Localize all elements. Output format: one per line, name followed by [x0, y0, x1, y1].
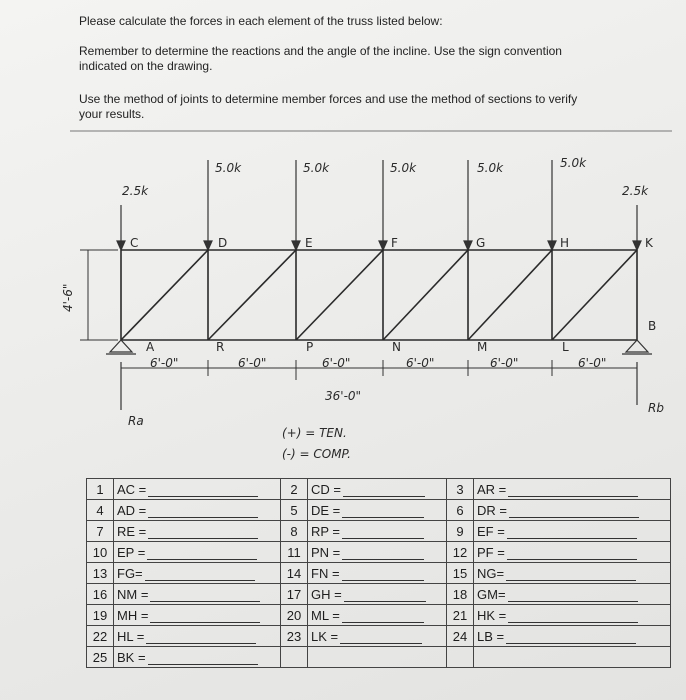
load-label-h: 5.0k [560, 156, 587, 170]
member-number: 2 [281, 479, 308, 500]
answer-blank[interactable] [342, 526, 424, 539]
member-number: 12 [447, 542, 474, 563]
member-entry [308, 542, 447, 563]
answer-blank[interactable] [146, 631, 256, 644]
member-label: FN = [311, 565, 340, 581]
table-row [87, 479, 671, 500]
member-force-table [86, 478, 671, 668]
load-label-g: 5.0k [477, 161, 504, 175]
member-label: BK = [117, 649, 146, 665]
member-entry [474, 479, 671, 500]
answer-blank[interactable] [343, 484, 425, 497]
answer-blank[interactable] [507, 526, 637, 539]
member-number: 7 [87, 521, 114, 542]
load-arrowhead-k [633, 241, 641, 250]
joint-label-b: B [648, 319, 657, 333]
sign-convention-tension: (+) = TEN. [282, 426, 347, 440]
member-number: 22 [87, 626, 114, 647]
panel-dim-6: 6'-0" [578, 356, 607, 370]
member-number: 1 [87, 479, 114, 500]
member-number: 6 [447, 500, 474, 521]
joint-label-r: R [216, 340, 225, 354]
member-number: 3 [447, 479, 474, 500]
joint-label-l: L [562, 340, 569, 354]
member-number: 8 [281, 521, 308, 542]
member-label: ML = [311, 607, 340, 623]
member-mh [468, 250, 552, 340]
panel-dim-3: 6'-0" [322, 356, 351, 370]
load-label-k: 2.5k [622, 184, 649, 198]
answer-blank[interactable] [507, 547, 637, 560]
answer-blank[interactable] [150, 610, 260, 623]
instruction-line-1: Please calculate the forces in each element of the truss listed below: [79, 14, 443, 28]
member-label: EF = [477, 523, 505, 539]
load-arrowhead-f [379, 241, 387, 250]
instruction-line-5: your results. [79, 107, 145, 121]
member-number: 10 [87, 542, 114, 563]
panel-dim-1: 6'-0" [150, 356, 179, 370]
answer-blank[interactable] [344, 589, 426, 602]
member-number: 14 [281, 563, 308, 584]
joint-label-p: P [306, 340, 314, 354]
member-label: PF = [477, 544, 505, 560]
member-number: 4 [87, 500, 114, 521]
member-entry [114, 605, 281, 626]
member-label: HK = [477, 607, 507, 623]
panel-dim-4: 6'-0" [406, 356, 435, 370]
member-entry [114, 584, 281, 605]
member-number: 13 [87, 563, 114, 584]
member-re [208, 250, 296, 340]
joint-label-k: K [645, 236, 653, 250]
answer-blank[interactable] [508, 610, 638, 623]
height-dimension-label: 4'-6" [61, 283, 75, 312]
member-number: 16 [87, 584, 114, 605]
load-label-c: 2.5k [122, 184, 149, 198]
member-entry [474, 542, 671, 563]
member-number: 15 [447, 563, 474, 584]
member-entry [114, 563, 281, 584]
member-label: NM = [117, 586, 149, 602]
member-label: AC = [117, 481, 147, 497]
member-entry [114, 647, 281, 668]
member-entry [308, 521, 447, 542]
joint-label-m: M [477, 340, 488, 354]
member-label: CD = [311, 481, 341, 497]
member-label: FG= [117, 565, 143, 581]
answer-blank[interactable] [342, 610, 424, 623]
member-entry [474, 584, 671, 605]
load-arrowhead-e [292, 241, 300, 250]
member-entry [114, 542, 281, 563]
member-entry [308, 584, 447, 605]
member-label: RE = [117, 523, 147, 539]
answer-blank[interactable] [508, 589, 638, 602]
member-ng [383, 250, 468, 340]
answer-blank[interactable] [342, 505, 424, 518]
joint-label-a: A [146, 340, 155, 354]
answer-blank[interactable] [506, 568, 636, 581]
answer-blank[interactable] [148, 526, 258, 539]
reaction-label-b: Rb [648, 401, 664, 415]
answer-blank[interactable] [148, 652, 258, 665]
load-label-d: 5.0k [215, 161, 242, 175]
joint-label-g: G [476, 236, 486, 250]
table-row [87, 584, 671, 605]
height-dimension [80, 250, 118, 340]
member-entry [114, 500, 281, 521]
member-label: GM= [477, 586, 506, 602]
member-label: PN = [311, 544, 341, 560]
load-arrowhead-c [117, 241, 125, 250]
joint-label-e: E [305, 236, 313, 250]
member-entry [114, 521, 281, 542]
member-entry [474, 626, 671, 647]
member-number: 24 [447, 626, 474, 647]
member-number: 11 [281, 542, 308, 563]
member-entry [474, 521, 671, 542]
sign-convention-compression: (-) = COMP. [282, 447, 351, 461]
load-arrowhead-d [204, 241, 212, 250]
answer-blank[interactable] [342, 547, 424, 560]
reaction-label-a: Ra [128, 414, 144, 428]
answer-blank[interactable] [148, 484, 258, 497]
answer-blank[interactable] [508, 484, 638, 497]
joint-label-n: N [392, 340, 401, 354]
empty-cell [447, 647, 474, 668]
support-a [110, 340, 132, 352]
empty-cell [308, 647, 447, 668]
dimension-line [121, 360, 637, 380]
table-row [87, 647, 671, 668]
truss-members [121, 250, 637, 340]
answer-blank[interactable] [509, 505, 639, 518]
member-label: NG= [477, 565, 505, 581]
instruction-line-4: Use the method of joints to determine member forces and use the method of sections to verify [79, 92, 578, 106]
member-lk [552, 250, 637, 340]
member-entry [474, 500, 671, 521]
answer-blank[interactable] [342, 568, 424, 581]
member-entry [308, 626, 447, 647]
member-label: LK = [311, 628, 339, 644]
table-row [87, 521, 671, 542]
member-number: 18 [447, 584, 474, 605]
table-row [87, 626, 671, 647]
answer-blank[interactable] [506, 631, 636, 644]
member-number: 21 [447, 605, 474, 626]
member-label: DE = [311, 502, 341, 518]
panel-dim-2: 6'-0" [238, 356, 267, 370]
joint-label-h: H [560, 236, 570, 250]
member-number: 19 [87, 605, 114, 626]
empty-cell [474, 647, 671, 668]
answer-blank[interactable] [147, 547, 257, 560]
instruction-line-3: indicated on the drawing. [79, 59, 213, 73]
member-number: 20 [281, 605, 308, 626]
answer-blank[interactable] [145, 568, 255, 581]
member-label: HL = [117, 628, 145, 644]
answer-blank[interactable] [150, 589, 260, 602]
supports [106, 340, 652, 410]
answer-blank[interactable] [148, 505, 258, 518]
member-entry [308, 563, 447, 584]
load-label-e: 5.0k [303, 161, 330, 175]
member-number: 9 [447, 521, 474, 542]
load-arrowhead-h [548, 241, 556, 250]
member-label: AR = [477, 481, 507, 497]
member-entry [474, 605, 671, 626]
member-label: DR = [477, 502, 507, 518]
member-entry [308, 500, 447, 521]
member-number: 5 [281, 500, 308, 521]
member-entry [308, 479, 447, 500]
member-ad [121, 250, 208, 340]
member-label: AD = [117, 502, 147, 518]
instruction-line-2: Remember to determine the reactions and the angle of the incline. Use the sign convention [79, 44, 562, 58]
member-number: 17 [281, 584, 308, 605]
member-label: GH = [311, 586, 342, 602]
member-entry [114, 626, 281, 647]
load-label-f: 5.0k [390, 161, 417, 175]
total-dimension-label: 36'-0" [325, 389, 362, 403]
support-b [626, 340, 648, 352]
member-number: 25 [87, 647, 114, 668]
member-label: LB = [477, 628, 505, 644]
member-label: RP = [311, 523, 341, 539]
member-number: 23 [281, 626, 308, 647]
table-row [87, 542, 671, 563]
member-label: EP = [117, 544, 146, 560]
load-arrowhead-g [464, 241, 472, 250]
member-pf [296, 250, 383, 340]
joint-label-d: D [218, 236, 228, 250]
member-entry [474, 563, 671, 584]
panel-dim-5: 6'-0" [490, 356, 519, 370]
table-row [87, 563, 671, 584]
empty-cell [281, 647, 308, 668]
member-entry [308, 605, 447, 626]
joint-label-c: C [130, 236, 139, 250]
member-entry [114, 479, 281, 500]
member-label: MH = [117, 607, 149, 623]
joint-label-f: F [391, 236, 398, 250]
table-row [87, 500, 671, 521]
table-row [87, 605, 671, 626]
answer-blank[interactable] [340, 631, 422, 644]
